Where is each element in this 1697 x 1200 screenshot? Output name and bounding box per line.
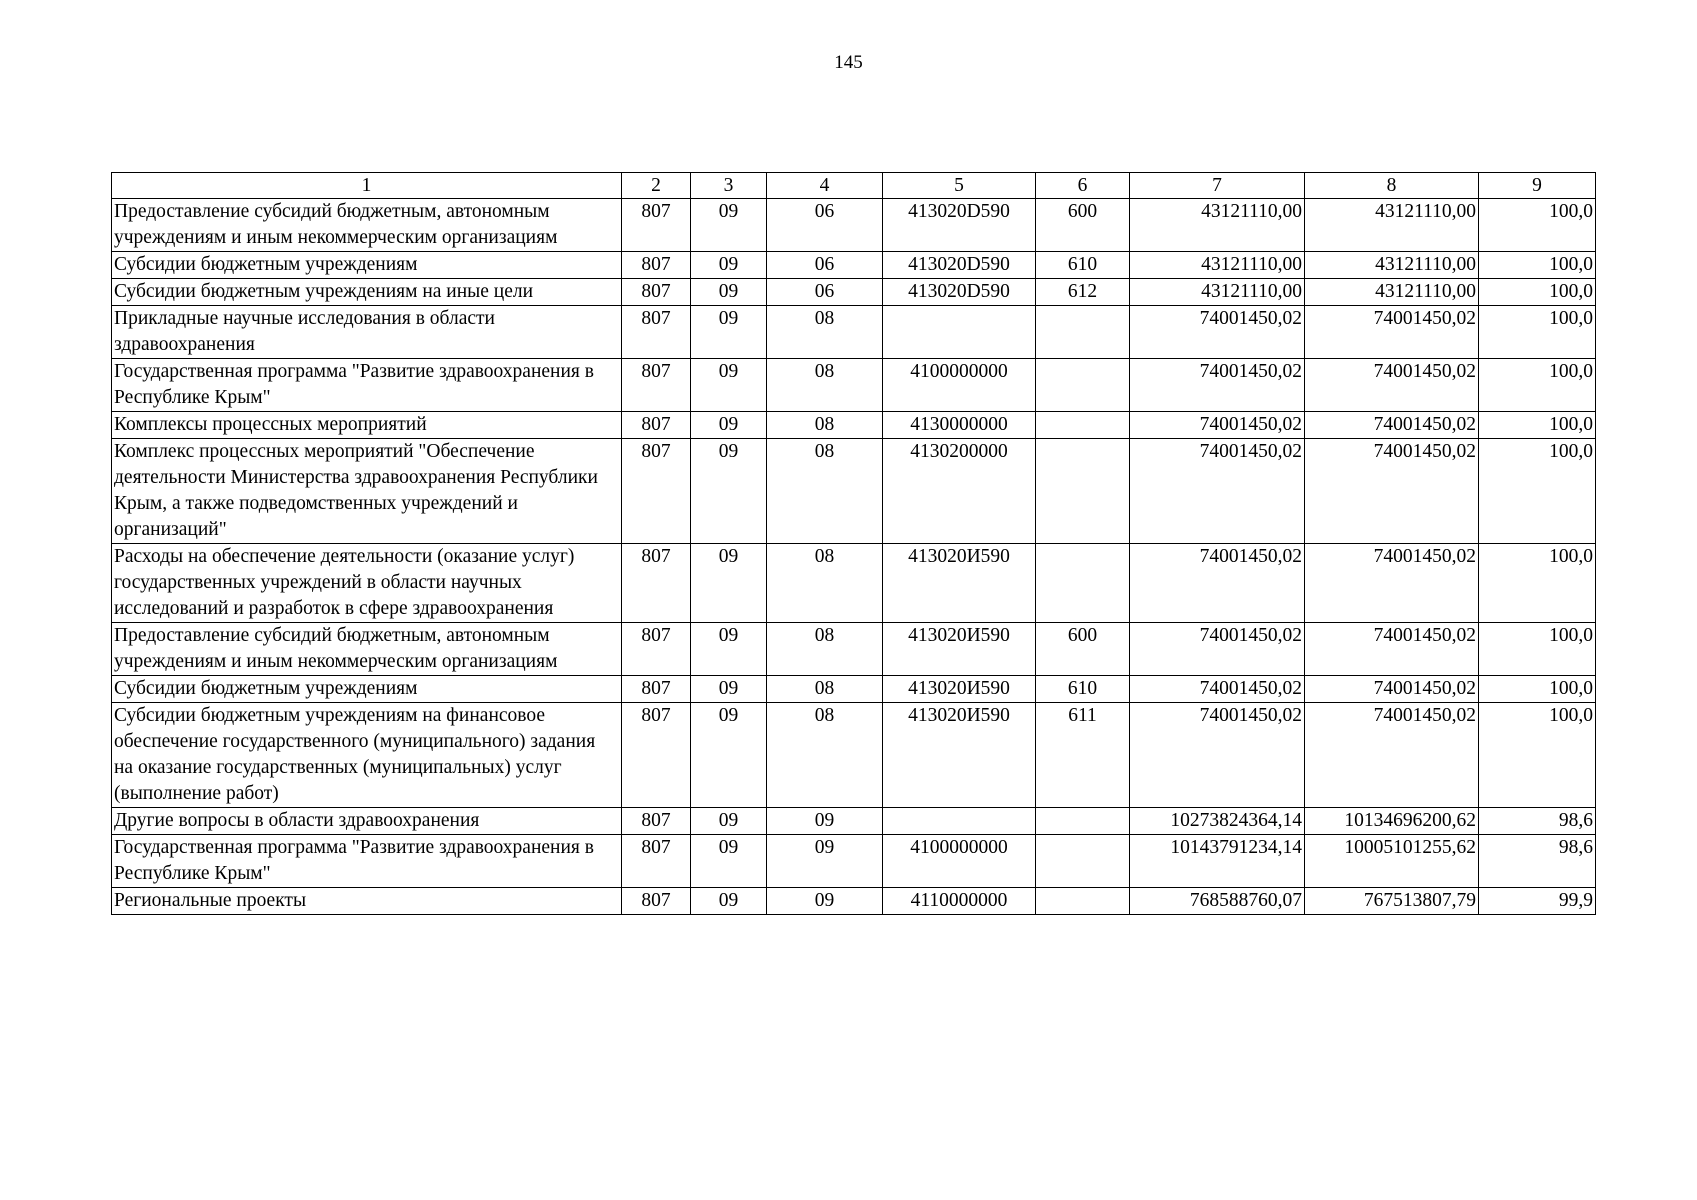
planned-amount-cell: 10273824364,14 bbox=[1130, 808, 1305, 835]
department-code-cell: 807 bbox=[622, 623, 691, 676]
item-name-cell: Субсидии бюджетным учреждениям bbox=[112, 676, 622, 703]
planned-amount-cell: 74001450,02 bbox=[1130, 544, 1305, 623]
column-header-4: 4 bbox=[767, 173, 883, 199]
target-article-cell: 4130000000 bbox=[883, 412, 1036, 439]
column-header-9: 9 bbox=[1479, 173, 1596, 199]
table-row bbox=[112, 703, 1596, 808]
column-header-3: 3 bbox=[691, 173, 767, 199]
table-row bbox=[112, 199, 1596, 252]
execution-percent-cell: 100,0 bbox=[1479, 359, 1596, 412]
table-row bbox=[112, 252, 1596, 279]
execution-percent-cell: 100,0 bbox=[1479, 279, 1596, 306]
table-row bbox=[112, 888, 1596, 915]
expense-type-cell: 610 bbox=[1036, 252, 1130, 279]
item-name-cell: Комплекс процессных мероприятий "Обеспечение деятельности Министерства здравоохранения Республики Крым, а также подведомственных учреждений и организаций" bbox=[112, 439, 622, 544]
table-row bbox=[112, 544, 1596, 623]
planned-amount-cell: 10143791234,14 bbox=[1130, 835, 1305, 888]
item-name-cell: Субсидии бюджетным учреждениям bbox=[112, 252, 622, 279]
department-code-cell: 807 bbox=[622, 808, 691, 835]
target-article-cell: 413020И590 bbox=[883, 676, 1036, 703]
item-name-cell: Субсидии бюджетным учреждениям на финансовое обеспечение государственного (муниципального) задания на оказание государственных (муниципальных) услуг (выполнение работ) bbox=[112, 703, 622, 808]
table-row bbox=[112, 412, 1596, 439]
department-code-cell: 807 bbox=[622, 835, 691, 888]
section-code-cell: 09 bbox=[691, 279, 767, 306]
department-code-cell: 807 bbox=[622, 306, 691, 359]
execution-percent-cell: 100,0 bbox=[1479, 703, 1596, 808]
item-name-cell: Региональные проекты bbox=[112, 888, 622, 915]
planned-amount-cell: 74001450,02 bbox=[1130, 439, 1305, 544]
section-code-cell: 09 bbox=[691, 703, 767, 808]
column-header-5: 5 bbox=[883, 173, 1036, 199]
planned-amount-cell: 43121110,00 bbox=[1130, 279, 1305, 306]
execution-percent-cell: 98,6 bbox=[1479, 808, 1596, 835]
subsection-code-cell: 09 bbox=[767, 888, 883, 915]
execution-percent-cell: 100,0 bbox=[1479, 676, 1596, 703]
header-row bbox=[112, 173, 1596, 199]
target-article-cell: 413020D590 bbox=[883, 199, 1036, 252]
table-row bbox=[112, 835, 1596, 888]
target-article-cell bbox=[883, 306, 1036, 359]
expense-type-cell bbox=[1036, 808, 1130, 835]
page-number: 145 bbox=[834, 52, 863, 73]
table-row bbox=[112, 676, 1596, 703]
execution-percent-cell: 100,0 bbox=[1479, 306, 1596, 359]
column-header-2: 2 bbox=[622, 173, 691, 199]
department-code-cell: 807 bbox=[622, 676, 691, 703]
target-article-cell: 413020И590 bbox=[883, 623, 1036, 676]
expense-type-cell bbox=[1036, 359, 1130, 412]
table-row bbox=[112, 359, 1596, 412]
column-header-7: 7 bbox=[1130, 173, 1305, 199]
executed-amount-cell: 43121110,00 bbox=[1305, 199, 1479, 252]
column-header-8: 8 bbox=[1305, 173, 1479, 199]
department-code-cell: 807 bbox=[622, 252, 691, 279]
executed-amount-cell: 10005101255,62 bbox=[1305, 835, 1479, 888]
table-row bbox=[112, 279, 1596, 306]
table-row bbox=[112, 439, 1596, 544]
department-code-cell: 807 bbox=[622, 544, 691, 623]
department-code-cell: 807 bbox=[622, 199, 691, 252]
table-row bbox=[112, 306, 1596, 359]
item-name-cell: Комплексы процессных мероприятий bbox=[112, 412, 622, 439]
subsection-code-cell: 06 bbox=[767, 252, 883, 279]
subsection-code-cell: 09 bbox=[767, 808, 883, 835]
subsection-code-cell: 08 bbox=[767, 359, 883, 412]
subsection-code-cell: 08 bbox=[767, 412, 883, 439]
section-code-cell: 09 bbox=[691, 306, 767, 359]
table-body bbox=[112, 199, 1596, 915]
subsection-code-cell: 08 bbox=[767, 544, 883, 623]
table-row bbox=[112, 623, 1596, 676]
item-name-cell: Субсидии бюджетным учреждениям на иные цели bbox=[112, 279, 622, 306]
target-article-cell: 4130200000 bbox=[883, 439, 1036, 544]
execution-percent-cell: 100,0 bbox=[1479, 252, 1596, 279]
planned-amount-cell: 74001450,02 bbox=[1130, 623, 1305, 676]
item-name-cell: Предоставление субсидий бюджетным, автономным учреждениям и иным некоммерческим организациям bbox=[112, 623, 622, 676]
column-header-6: 6 bbox=[1036, 173, 1130, 199]
execution-percent-cell: 98,6 bbox=[1479, 835, 1596, 888]
expense-type-cell: 600 bbox=[1036, 199, 1130, 252]
table-row bbox=[112, 808, 1596, 835]
execution-percent-cell: 100,0 bbox=[1479, 439, 1596, 544]
executed-amount-cell: 74001450,02 bbox=[1305, 306, 1479, 359]
execution-percent-cell: 100,0 bbox=[1479, 199, 1596, 252]
section-code-cell: 09 bbox=[691, 888, 767, 915]
expense-type-cell: 600 bbox=[1036, 623, 1130, 676]
executed-amount-cell: 43121110,00 bbox=[1305, 279, 1479, 306]
executed-amount-cell: 74001450,02 bbox=[1305, 359, 1479, 412]
subsection-code-cell: 08 bbox=[767, 703, 883, 808]
subsection-code-cell: 08 bbox=[767, 439, 883, 544]
execution-percent-cell: 99,9 bbox=[1479, 888, 1596, 915]
target-article-cell: 4100000000 bbox=[883, 359, 1036, 412]
department-code-cell: 807 bbox=[622, 703, 691, 808]
department-code-cell: 807 bbox=[622, 439, 691, 544]
section-code-cell: 09 bbox=[691, 199, 767, 252]
expense-type-cell bbox=[1036, 306, 1130, 359]
subsection-code-cell: 08 bbox=[767, 623, 883, 676]
subsection-code-cell: 06 bbox=[767, 199, 883, 252]
section-code-cell: 09 bbox=[691, 808, 767, 835]
planned-amount-cell: 74001450,02 bbox=[1130, 359, 1305, 412]
expense-type-cell bbox=[1036, 544, 1130, 623]
section-code-cell: 09 bbox=[691, 544, 767, 623]
executed-amount-cell: 74001450,02 bbox=[1305, 412, 1479, 439]
executed-amount-cell: 74001450,02 bbox=[1305, 544, 1479, 623]
column-header-1: 1 bbox=[112, 173, 622, 199]
executed-amount-cell: 74001450,02 bbox=[1305, 676, 1479, 703]
execution-percent-cell: 100,0 bbox=[1479, 544, 1596, 623]
planned-amount-cell: 74001450,02 bbox=[1130, 676, 1305, 703]
section-code-cell: 09 bbox=[691, 252, 767, 279]
target-article-cell: 413020D590 bbox=[883, 279, 1036, 306]
department-code-cell: 807 bbox=[622, 888, 691, 915]
executed-amount-cell: 74001450,02 bbox=[1305, 623, 1479, 676]
section-code-cell: 09 bbox=[691, 676, 767, 703]
department-code-cell: 807 bbox=[622, 412, 691, 439]
department-code-cell: 807 bbox=[622, 279, 691, 306]
expense-type-cell: 611 bbox=[1036, 703, 1130, 808]
section-code-cell: 09 bbox=[691, 359, 767, 412]
executed-amount-cell: 10134696200,62 bbox=[1305, 808, 1479, 835]
expense-type-cell: 612 bbox=[1036, 279, 1130, 306]
section-code-cell: 09 bbox=[691, 835, 767, 888]
target-article-cell bbox=[883, 808, 1036, 835]
item-name-cell: Государственная программа "Развитие здравоохранения в Республике Крым" bbox=[112, 835, 622, 888]
target-article-cell: 4110000000 bbox=[883, 888, 1036, 915]
item-name-cell: Предоставление субсидий бюджетным, автономным учреждениям и иным некоммерческим организациям bbox=[112, 199, 622, 252]
item-name-cell: Государственная программа "Развитие здравоохранения в Республике Крым" bbox=[112, 359, 622, 412]
expense-type-cell bbox=[1036, 835, 1130, 888]
section-code-cell: 09 bbox=[691, 439, 767, 544]
item-name-cell: Прикладные научные исследования в области здравоохранения bbox=[112, 306, 622, 359]
planned-amount-cell: 74001450,02 bbox=[1130, 306, 1305, 359]
target-article-cell: 413020И590 bbox=[883, 544, 1036, 623]
executed-amount-cell: 74001450,02 bbox=[1305, 703, 1479, 808]
executed-amount-cell: 74001450,02 bbox=[1305, 439, 1479, 544]
executed-amount-cell: 767513807,79 bbox=[1305, 888, 1479, 915]
executed-amount-cell: 43121110,00 bbox=[1305, 252, 1479, 279]
expense-type-cell bbox=[1036, 888, 1130, 915]
section-code-cell: 09 bbox=[691, 412, 767, 439]
expense-type-cell bbox=[1036, 439, 1130, 544]
execution-percent-cell: 100,0 bbox=[1479, 623, 1596, 676]
expense-type-cell bbox=[1036, 412, 1130, 439]
planned-amount-cell: 768588760,07 bbox=[1130, 888, 1305, 915]
planned-amount-cell: 43121110,00 bbox=[1130, 252, 1305, 279]
subsection-code-cell: 09 bbox=[767, 835, 883, 888]
target-article-cell: 413020D590 bbox=[883, 252, 1036, 279]
item-name-cell: Расходы на обеспечение деятельности (оказание услуг) государственных учреждений в области научных исследований и разработок в сфере здравоохранения bbox=[112, 544, 622, 623]
expense-type-cell: 610 bbox=[1036, 676, 1130, 703]
subsection-code-cell: 08 bbox=[767, 676, 883, 703]
budget-table bbox=[111, 172, 1596, 915]
section-code-cell: 09 bbox=[691, 623, 767, 676]
execution-percent-cell: 100,0 bbox=[1479, 412, 1596, 439]
target-article-cell: 413020И590 bbox=[883, 703, 1036, 808]
target-article-cell: 4100000000 bbox=[883, 835, 1036, 888]
item-name-cell: Другие вопросы в области здравоохранения bbox=[112, 808, 622, 835]
planned-amount-cell: 74001450,02 bbox=[1130, 412, 1305, 439]
planned-amount-cell: 43121110,00 bbox=[1130, 199, 1305, 252]
subsection-code-cell: 06 bbox=[767, 279, 883, 306]
planned-amount-cell: 74001450,02 bbox=[1130, 703, 1305, 808]
department-code-cell: 807 bbox=[622, 359, 691, 412]
subsection-code-cell: 08 bbox=[767, 306, 883, 359]
